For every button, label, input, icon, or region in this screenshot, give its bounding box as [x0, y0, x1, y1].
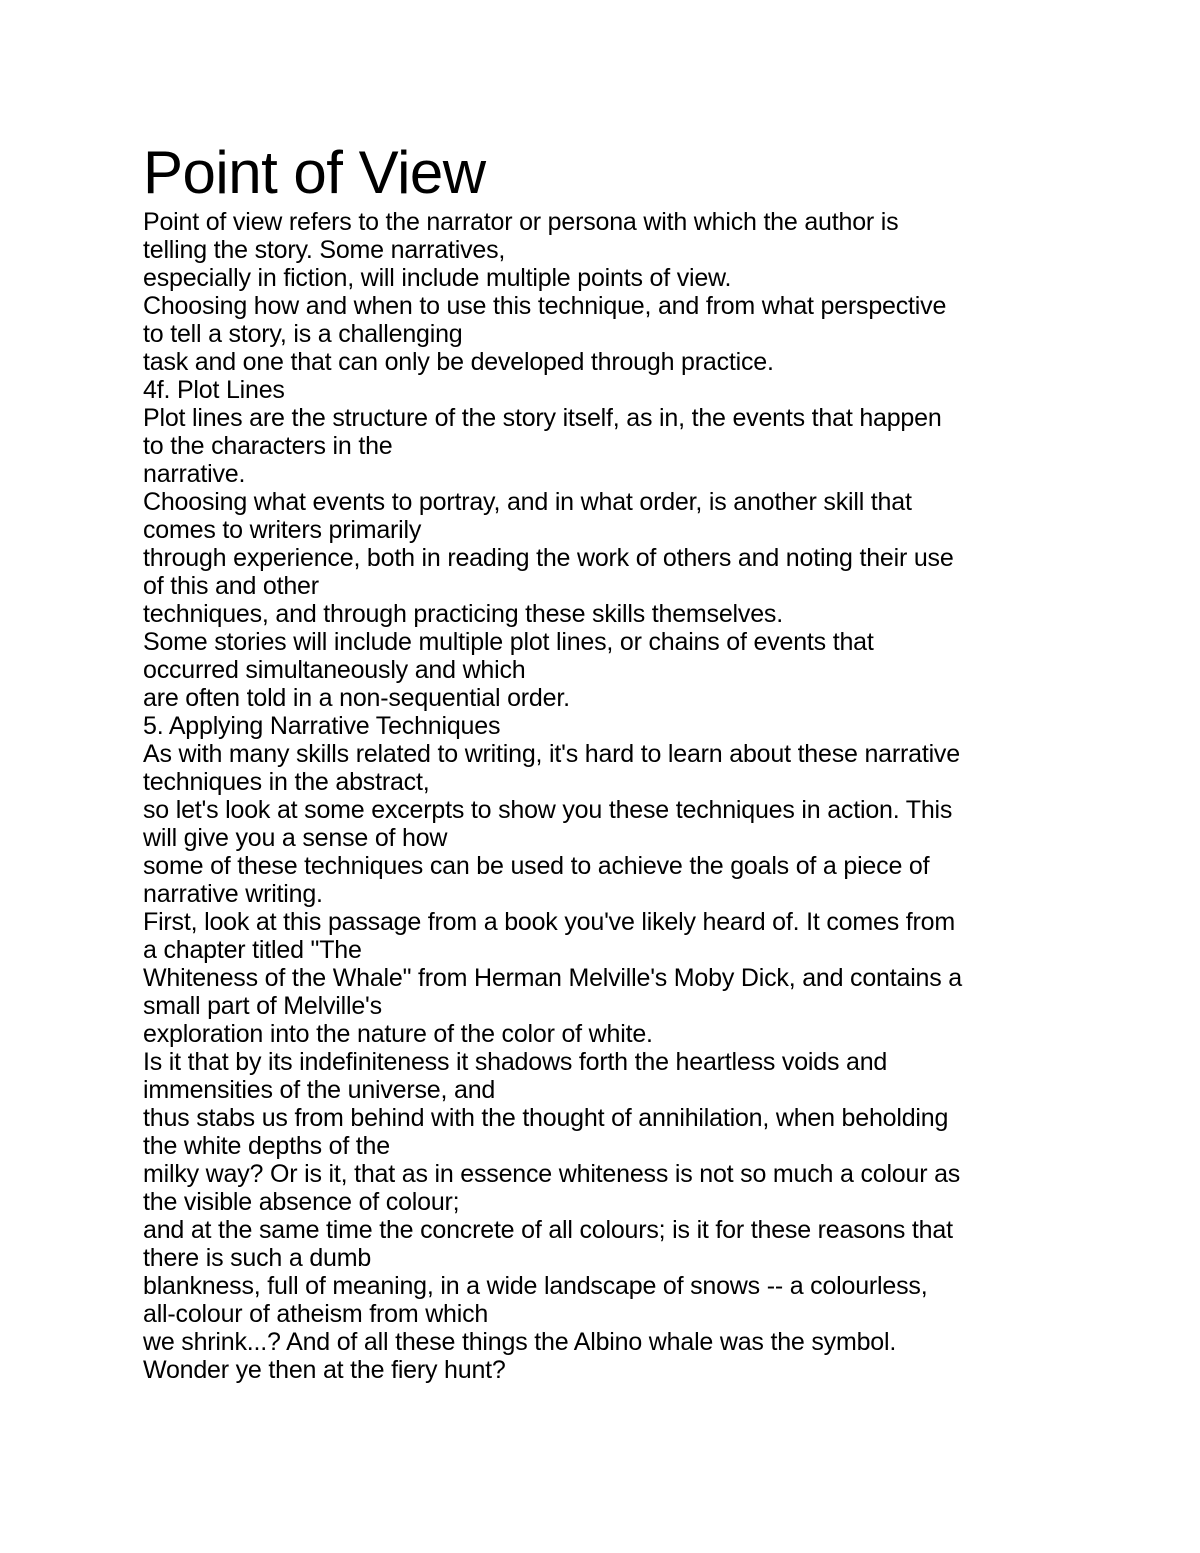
text-line: small part of Melville's	[143, 992, 382, 1020]
text-line: will give you a sense of how	[143, 824, 448, 852]
quote-line: thus stabs us from behind with the thought of annihilation, when beholding	[143, 1104, 949, 1132]
quote-line: blankness, full of meaning, in a wide landscape of snows -- a colourless,	[143, 1272, 928, 1300]
text-line: techniques, and through practicing these skills themselves.	[143, 600, 783, 628]
quote-line: we shrink...? And of all these things the Albino whale was the symbol.	[143, 1328, 897, 1356]
text-line: some of these techniques can be used to achieve the goals of a piece of	[143, 852, 930, 880]
text-line: Some stories will include multiple plot lines, or chains of events that	[143, 628, 874, 656]
text-line: narrative writing.	[143, 880, 323, 908]
text-line: occurred simultaneously and which	[143, 656, 526, 684]
text-line: Choosing what events to portray, and in what order, is another skill that	[143, 488, 912, 516]
quote-line: the visible absence of colour;	[143, 1188, 460, 1216]
document-page	[143, 138, 1143, 1384]
quote-line: and at the same time the concrete of all colours; is it for these reasons that	[143, 1216, 953, 1244]
text-line: exploration into the nature of the color of white.	[143, 1020, 653, 1048]
text-line: through experience, both in reading the work of others and noting their use	[143, 544, 954, 572]
text-line: Choosing how and when to use this technique, and from what perspective	[143, 292, 947, 320]
quote-line: Wonder ye then at the fiery hunt?	[143, 1356, 506, 1384]
text-line: to tell a story, is a challenging	[143, 320, 463, 348]
text-line: Point of view refers to the narrator or persona with which the author is	[143, 208, 899, 236]
text-line: narrative.	[143, 460, 246, 488]
text-line: are often told in a non-sequential order.	[143, 684, 570, 712]
page-title: Point of View	[143, 139, 486, 206]
text-line: As with many skills related to writing, it's hard to learn about these narrative	[143, 740, 960, 768]
quote-line: there is such a dumb	[143, 1244, 372, 1272]
text-line: First, look at this passage from a book you've likely heard of. It comes from	[143, 908, 955, 936]
text-line: comes to writers primarily	[143, 516, 422, 544]
text-line: of this and other	[143, 572, 319, 600]
text-line: techniques in the abstract,	[143, 768, 430, 796]
text-line: task and one that can only be developed through practice.	[143, 348, 774, 376]
text-line: to the characters in the	[143, 432, 393, 460]
section-heading: 4f. Plot Lines	[143, 376, 285, 404]
quote-line: all-colour of atheism from which	[143, 1300, 489, 1328]
body-text	[143, 208, 1143, 1384]
text-line: a chapter titled "The	[143, 936, 362, 964]
text-line: telling the story. Some narratives,	[143, 236, 506, 264]
section-heading: 5. Applying Narrative Techniques	[143, 712, 501, 740]
text-line: especially in fiction, will include multiple points of view.	[143, 264, 732, 292]
text-line: so let's look at some excerpts to show you these techniques in action. This	[143, 796, 953, 824]
quote-line: Is it that by its indefiniteness it shadows forth the heartless voids and	[143, 1048, 888, 1076]
text-line: Whiteness of the Whale" from Herman Melville's Moby Dick, and contains a	[143, 964, 963, 992]
quote-line: milky way? Or is it, that as in essence whiteness is not so much a colour as	[143, 1160, 961, 1188]
quote-line: immensities of the universe, and	[143, 1076, 496, 1104]
text-line: Plot lines are the structure of the story itself, as in, the events that happen	[143, 404, 942, 432]
quote-line: the white depths of the	[143, 1132, 390, 1160]
